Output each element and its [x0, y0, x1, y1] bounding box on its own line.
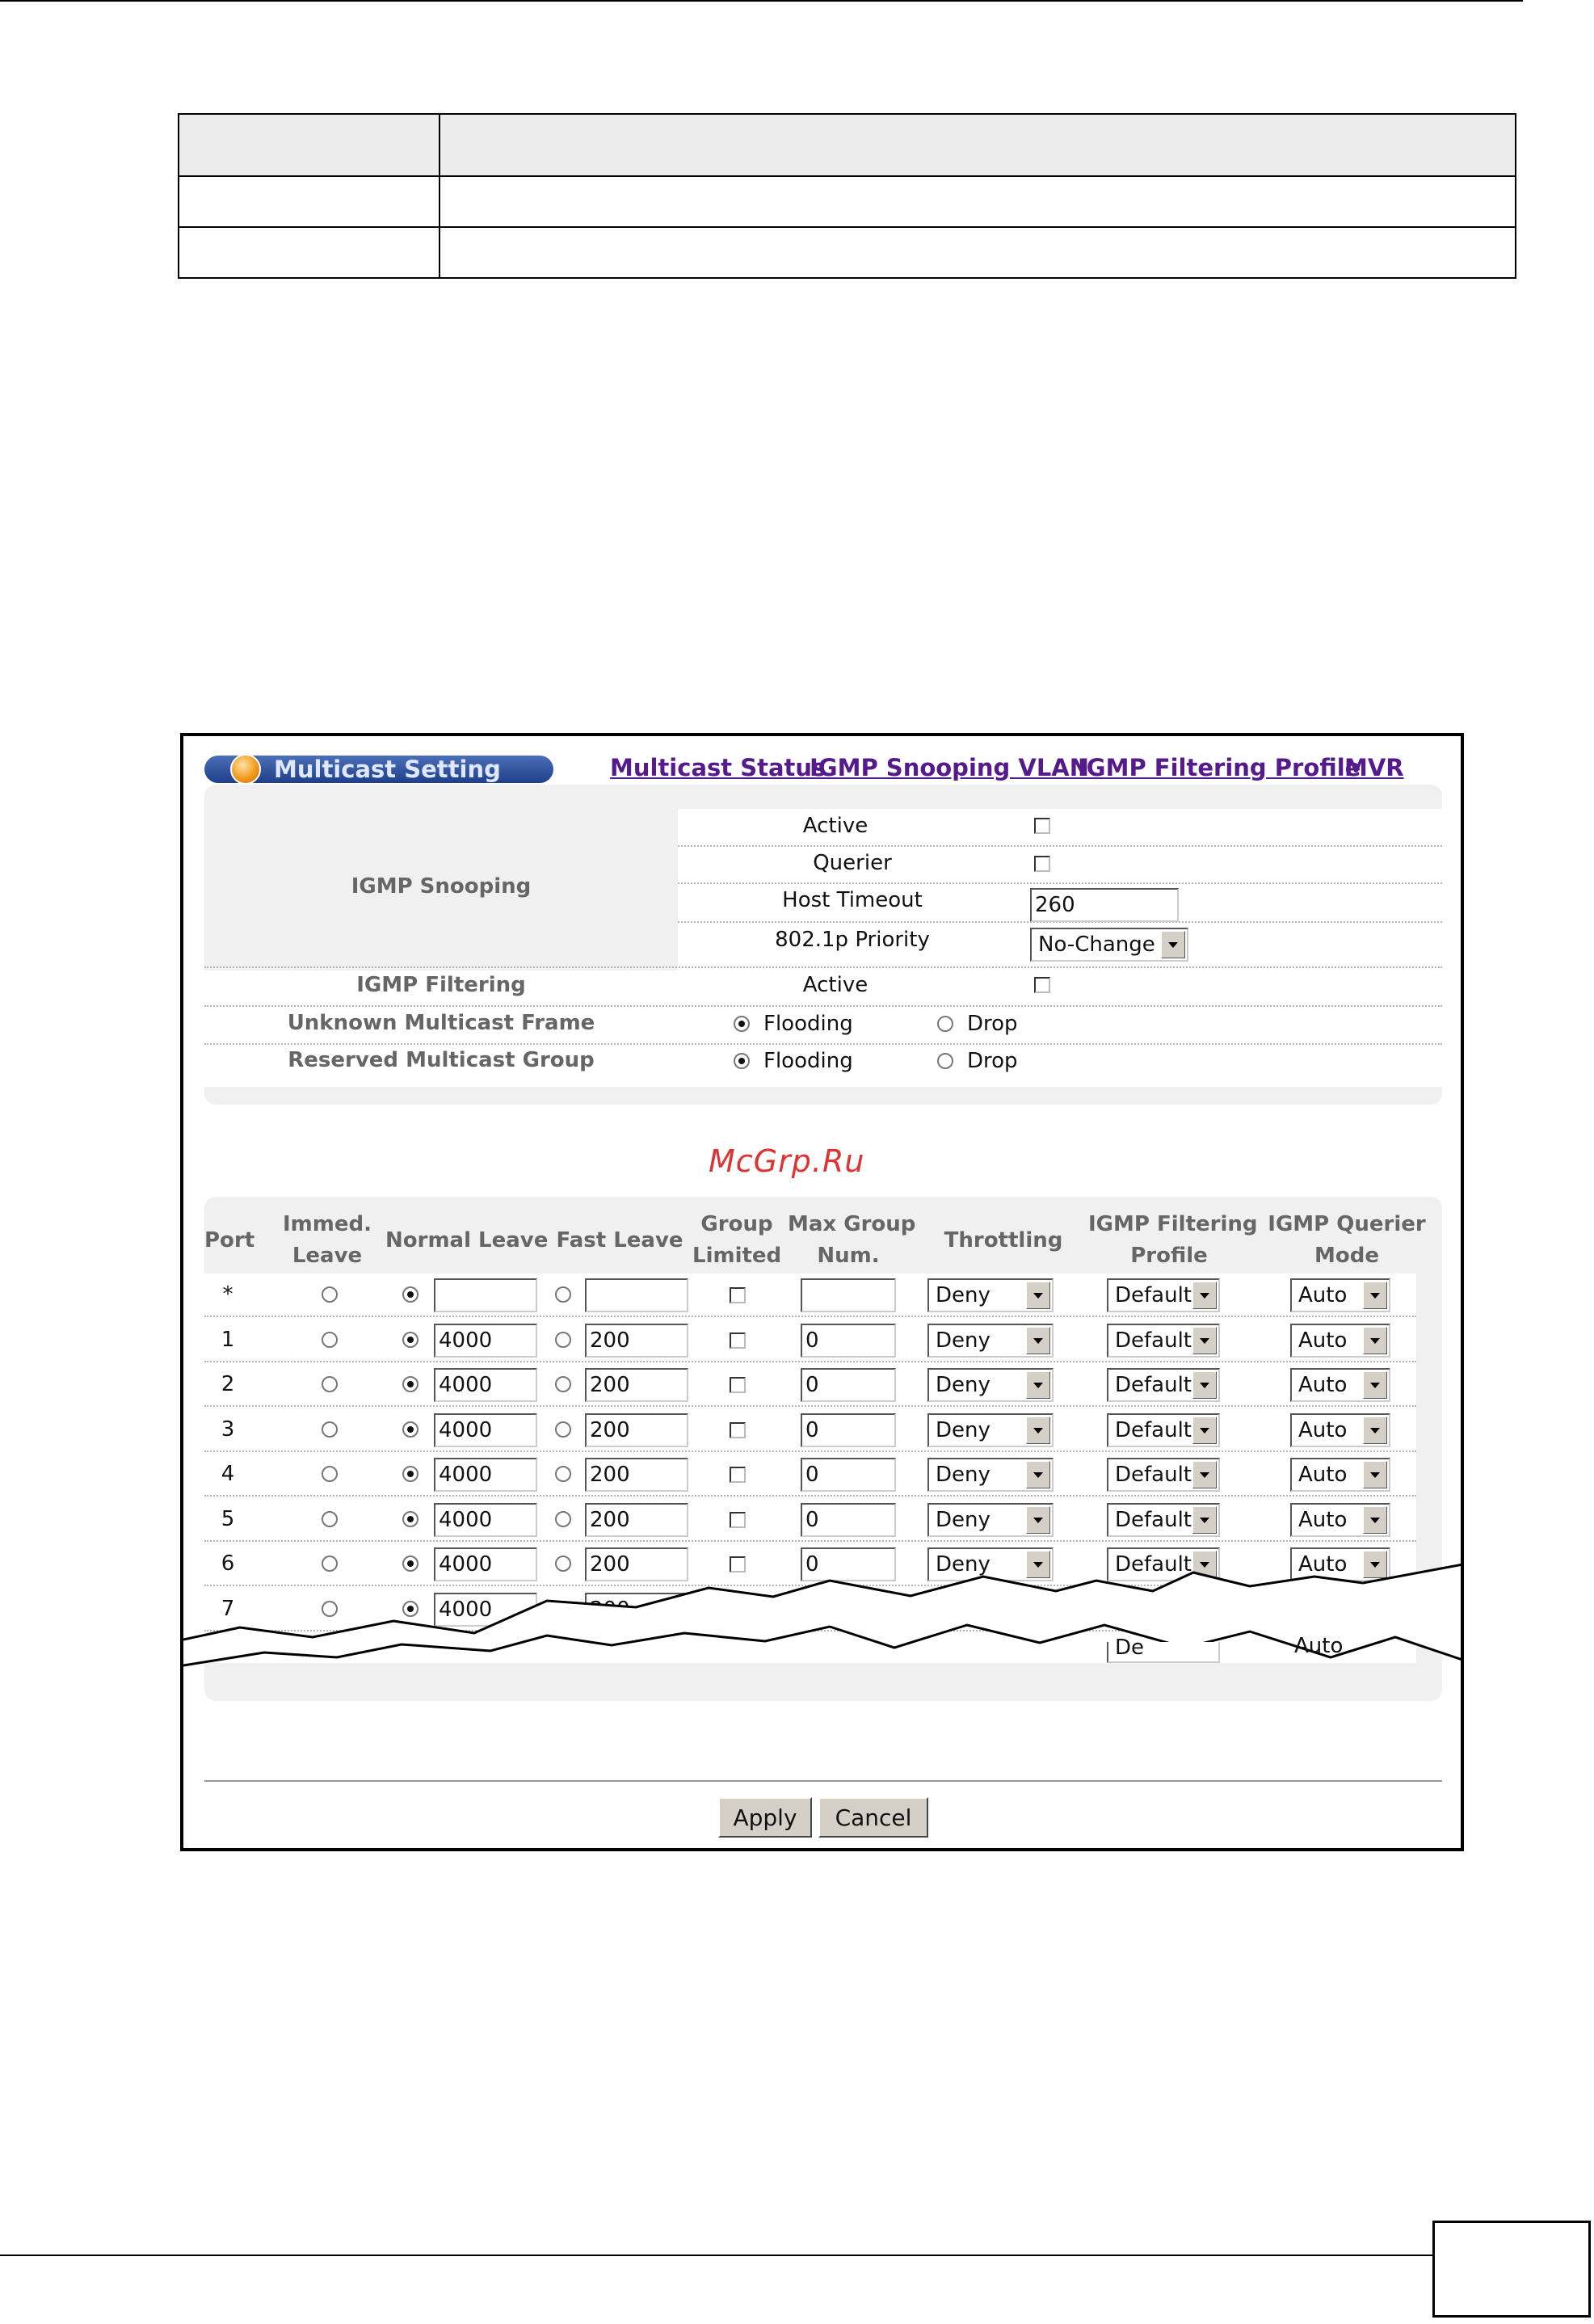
page-title: Multicast Setting — [274, 756, 501, 783]
empty-document-table — [178, 113, 1516, 279]
filter-profile-value: Default — [1115, 1373, 1192, 1397]
bottom-page-rule — [0, 2255, 1438, 2256]
col-filter-header-2: Profile — [1130, 1244, 1208, 1268]
col-group-header-2: Limited — [692, 1244, 782, 1268]
throttling-value: Deny — [936, 1328, 990, 1353]
querier-mode-value: Auto — [1298, 1418, 1348, 1442]
page-number-box — [1432, 2221, 1591, 2318]
col-querier-header-1: IGMP Querier — [1268, 1212, 1426, 1236]
link-mvr[interactable]: MVR — [1344, 754, 1404, 781]
filtering-active-label: Active — [802, 973, 868, 997]
table-header-cell — [179, 114, 440, 176]
igmp-filtering-label: IGMP Filtering — [356, 973, 526, 997]
throttling-value: Deny — [936, 1552, 990, 1577]
igmp-snooping-label: IGMP Snooping — [351, 874, 532, 899]
port-number: 7 — [221, 1597, 235, 1621]
querier-label: Querier — [813, 851, 892, 875]
table-cell — [440, 176, 1516, 227]
port-number: 1 — [221, 1328, 235, 1352]
col-throttling-header: Throttling — [944, 1228, 1063, 1253]
port-number: 4 — [221, 1462, 235, 1486]
col-normal-leave-header: Normal Leave — [385, 1228, 549, 1253]
port-number: 3 — [221, 1417, 235, 1442]
port-number: 2 — [221, 1372, 235, 1396]
col-querier-header-2: Mode — [1314, 1244, 1379, 1268]
cancel-button[interactable]: Cancel — [818, 1797, 928, 1838]
col-immed-header-2: Leave — [292, 1244, 363, 1268]
link-multicast-status[interactable]: Multicast Status — [610, 754, 826, 781]
divider — [204, 1780, 1442, 1782]
col-port-header: Port — [204, 1228, 255, 1253]
port-number: * — [222, 1282, 233, 1307]
priority-value: No-Change — [1038, 933, 1155, 957]
querier-mode-value: Auto — [1298, 1328, 1348, 1353]
querier-mode-value: Auto — [1298, 1552, 1348, 1577]
filter-profile-value: Default — [1115, 1418, 1192, 1442]
throttling-value: Deny — [936, 1508, 990, 1532]
filter-profile-value: Default — [1115, 1508, 1192, 1532]
unknown-drop-label: Drop — [967, 1012, 1018, 1036]
col-filter-header-1: IGMP Filtering — [1088, 1212, 1258, 1236]
table-cell — [179, 227, 440, 278]
partial-profile-select[interactable] — [1107, 1636, 1220, 1663]
port-number: 5 — [221, 1507, 235, 1531]
filter-profile-value: Default — [1115, 1552, 1192, 1577]
watermark-text: McGrp.Ru — [709, 1143, 865, 1179]
filter-profile-value: Default — [1115, 1463, 1192, 1487]
querier-mode-value: Auto — [1298, 1283, 1348, 1307]
apply-button[interactable]: Apply — [718, 1797, 812, 1838]
table-header-cell — [440, 114, 1516, 176]
reserved-drop-label: Drop — [967, 1049, 1018, 1073]
throttling-value: Deny — [936, 1463, 990, 1487]
table-cell — [179, 176, 440, 227]
link-igmp-snooping-vlan[interactable]: IGMP Snooping VLAN — [810, 754, 1090, 781]
filter-profile-value: Default — [1115, 1328, 1192, 1353]
port-number: 6 — [221, 1551, 235, 1576]
querier-mode-value: Auto — [1298, 1463, 1348, 1487]
querier-mode-value: Auto — [1298, 1373, 1348, 1397]
torn-break-graphic — [183, 736, 1464, 1851]
link-igmp-filtering-profile[interactable]: IGMP Filtering Profile — [1078, 754, 1361, 781]
top-page-rule — [0, 0, 1523, 2]
col-max-header-2: Num. — [817, 1244, 880, 1268]
partial-profile-value: De — [1115, 1636, 1145, 1660]
reserved-multicast-label: Reserved Multicast Group — [288, 1048, 595, 1072]
partial-mode-value: Auto — [1294, 1634, 1344, 1658]
priority-label: 802.1p Priority — [775, 928, 930, 952]
filter-profile-value: Default — [1115, 1283, 1192, 1307]
querier-mode-value: Auto — [1298, 1508, 1348, 1532]
table-cell — [440, 227, 1516, 278]
col-fast-leave-header: Fast Leave — [556, 1228, 683, 1253]
col-immed-header-1: Immed. — [283, 1212, 372, 1236]
unknown-flooding-label: Flooding — [763, 1012, 853, 1036]
throttling-value: Deny — [936, 1373, 990, 1397]
throttling-value: Deny — [936, 1418, 990, 1442]
reserved-flooding-label: Flooding — [763, 1049, 853, 1073]
active-label: Active — [802, 814, 868, 838]
host-timeout-label: Host Timeout — [782, 888, 923, 912]
throttling-value: Deny — [936, 1283, 990, 1307]
unknown-multicast-label: Unknown Multicast Frame — [287, 1011, 595, 1035]
col-group-header-1: Group — [700, 1212, 773, 1236]
col-max-header-1: Max Group — [788, 1212, 916, 1236]
screenshot-frame — [180, 733, 1464, 1851]
